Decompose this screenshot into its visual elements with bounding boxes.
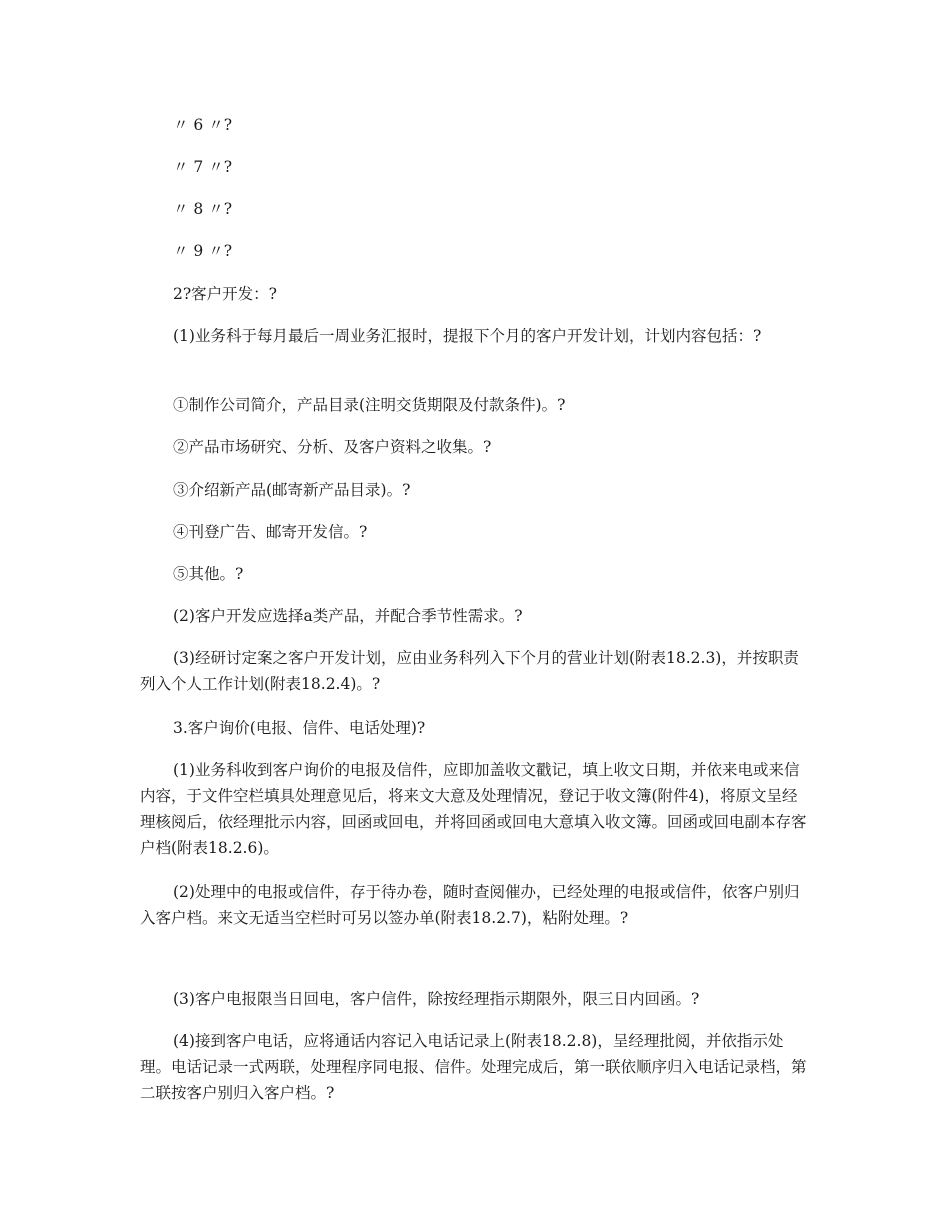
section-heading-customer-inquiry: 3.客户询价(电报、信件、电话处理)?: [173, 719, 426, 737]
paragraph-reply-deadline: (3)客户电报限当日回电，客户信件，除按经理指示期限外，限三日内回函。?: [173, 990, 700, 1008]
list-item-9: 〃 9 〃?: [173, 242, 233, 260]
paragraph-development-plan: (1)业务科于每月最后一周业务汇报时，提报下个月的客户开发计划，计划内容包括：?: [173, 327, 762, 345]
plan-item-2: ②产品市场研究、分析、及客户资料之收集。?: [173, 438, 492, 456]
paragraph-inquiry-handling: (1)业务科收到客户询价的电报及信件，应即加盖收文戳记，填上收文日期，并依来电或来信内容，于文件空栏填具处理意见后，将来文大意及处理情况，登记于收文簿(附件4)，将原文呈经理核阅后，依经理批示内容，回函或回电，并将回函或回电大意填入收文簿。回函或回电副本存客户档(附表18.2.6)。: [140, 761, 807, 857]
plan-item-3: ③介绍新产品(邮寄新产品目录)。?: [173, 481, 411, 499]
paragraph-plan-approval: (3)经研讨定案之客户开发计划，应由业务科列入下个月的营业计划(附表18.2.3)，并按职责列入个人工作计划(附表18.2.4)。?: [140, 649, 799, 693]
paragraph-product-selection: (2)客户开发应选择a类产品，并配合季节性需求。?: [173, 607, 523, 625]
section-heading-customer-development: 2?客户开发：?: [173, 285, 277, 303]
plan-item-4: ④刊登广告、邮寄开发信。?: [173, 523, 368, 541]
plan-item-1: ①制作公司简介，产品目录(注明交货期限及付款条件)。?: [173, 396, 566, 414]
plan-item-5: ⑤其他。?: [173, 565, 244, 583]
paragraph-pending-handling: (2)处理中的电报或信件，存于待办卷，随时查阅催办，已经处理的电报或信件，依客户别归入客户档。来文无适当空栏时可另以签办单(附表18.2.7)，粘附处理。?: [140, 883, 800, 927]
paragraph-phone-handling: (4)接到客户电话，应将通话内容记入电话记录上(附表18.2.8)，呈经理批阅，并依指示处理。电话记录一式两联，处理程序同电报、信件。处理完成后，第一联依顺序归入电话记录档，第二联按客户别归入客户档。?: [140, 1032, 807, 1102]
list-item-7: 〃 7 〃?: [173, 158, 233, 176]
list-item-6: 〃 6 〃?: [173, 116, 233, 134]
list-item-8: 〃 8 〃?: [173, 200, 233, 218]
